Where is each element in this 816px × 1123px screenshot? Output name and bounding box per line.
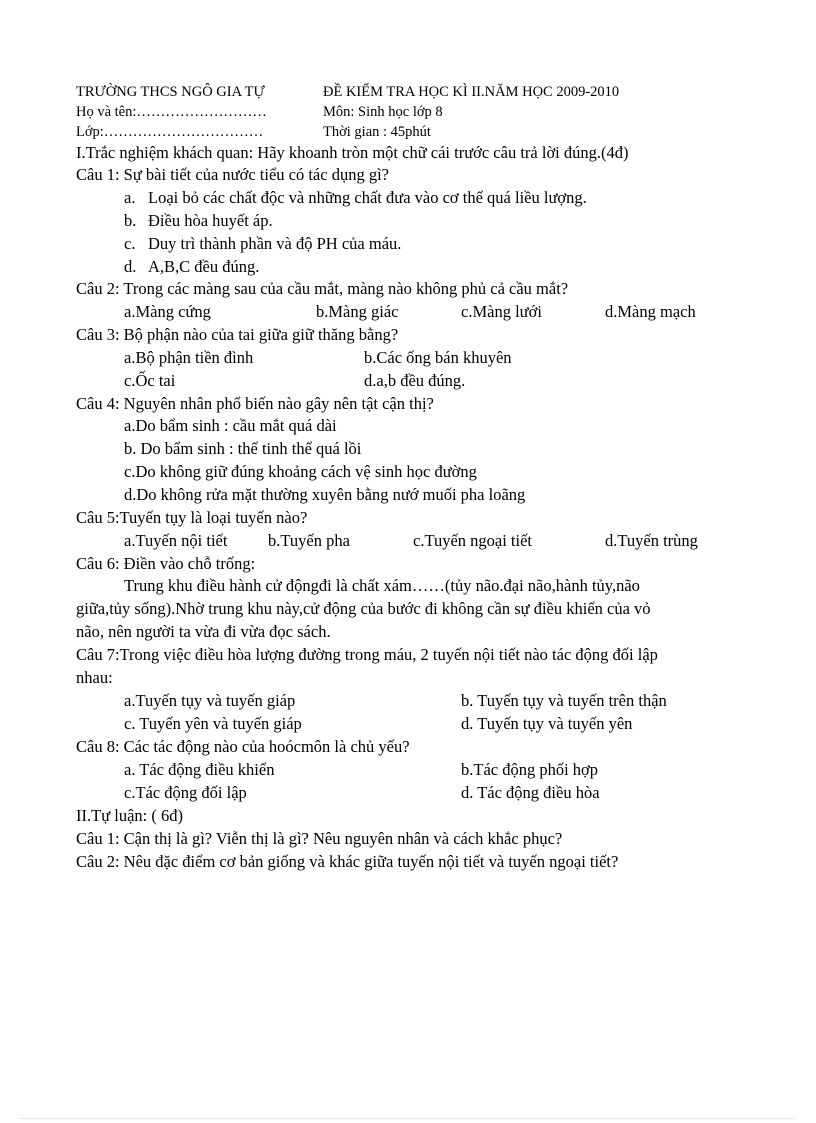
q6-paragraph-line-2: giữa,tủy sống).Nhờ trung khu này,cử động của bước đi không cần sự điều khiển của vỏ (76, 599, 651, 618)
part2-title: II.Tự luận: ( 6đ) (76, 806, 183, 825)
q4-question: Câu 4: Nguyên nhân phổ biến nào gây nên tật cận thị? (76, 394, 434, 413)
q7-question-line-2: nhau: (76, 668, 113, 687)
essay-q2: Câu 2: Nêu đặc điểm cơ bản giống và khác giữa tuyến nội tiết và tuyến ngoại tiết? (76, 852, 619, 871)
essay-q1: Câu 1: Cận thị là gì? Viễn thị là gì? Nêu nguyên nhân và cách khắc phục? (76, 829, 563, 848)
part1-title: I.Trắc nghiệm khách quan: Hãy khoanh tròn một chữ cái trước câu trả lời đúng.(4đ) (76, 143, 629, 162)
option-text: Điều hòa huyết áp. (148, 211, 273, 230)
q4-option-c: c.Do không giữ đúng khoảng cách vệ sinh học đường (124, 462, 477, 481)
q6-paragraph-line-1: Trung khu điều hành cử độngđi là chất xám……(tủy não.đại não,hành tủy,não (124, 576, 640, 595)
q1-option-a (124, 187, 587, 209)
q6-question: Câu 6: Điền vào chỗ trống: (76, 554, 256, 573)
time-label: Thời gian : 45phút (323, 124, 431, 140)
q7-option-b: b. Tuyến tụy và tuyến trên thận (461, 691, 667, 710)
q5-option-d: d.Tuyến trùng (605, 531, 698, 550)
q7-option-c: c. Tuyến yên và tuyến giáp (124, 714, 302, 733)
q3-question: Câu 3: Bộ phận nào của tai giữa giữ thăng bằng? (76, 325, 399, 344)
q5-option-a: a.Tuyến nội tiết (124, 531, 228, 550)
q1-option-c (124, 233, 401, 255)
q2-option-b: b.Màng giác (316, 302, 399, 321)
q3-option-a: a.Bộ phận tiền đình (124, 348, 254, 367)
q1-question: Câu 1: Sự bài tiết của nước tiểu có tác dụng gì? (76, 165, 389, 184)
q3-option-b: b.Các ống bán khuyên (364, 348, 512, 367)
school-name: TRƯỜNG THCS NGÔ GIA TỰ (76, 84, 265, 100)
q3-option-c: c.Ốc tai (124, 371, 176, 390)
q2-option-d: d.Màng mạch (605, 302, 696, 321)
q5-option-c: c.Tuyến ngoại tiết (413, 531, 533, 550)
option-mark: c. (124, 234, 136, 253)
subject-label: Môn: Sinh học lớp 8 (323, 104, 443, 120)
q3-option-d: d.a,b đều đúng. (364, 371, 466, 390)
option-mark: b. (124, 211, 137, 230)
option-text: A,B,C đều đúng. (148, 257, 260, 276)
option-text: Duy trì thành phần và độ PH của máu. (148, 234, 402, 253)
option-mark: a. (124, 188, 136, 207)
exam-title: ĐỀ KIỂM TRA HỌC KÌ II.NĂM HỌC 2009-2010 (323, 84, 620, 100)
q1-option-b (124, 210, 273, 232)
q4-option-b: b. Do bẩm sinh : thể tinh thể quá lồi (124, 439, 362, 458)
q2-option-c: c.Màng lưới (461, 302, 542, 321)
q5-option-b: b.Tuyến pha (268, 531, 350, 550)
option-mark: d. (124, 257, 137, 276)
q4-option-d: d.Do không rửa mặt thường xuyên bằng nướ muối pha loãng (124, 485, 526, 504)
student-name-label: Họ và tên:……………………… (76, 104, 267, 120)
q8-option-a: a. Tác động điều khiển (124, 760, 275, 779)
q8-option-c: c.Tác động đối lập (124, 783, 247, 802)
q6-paragraph-line-3: não, nên người ta vừa đi vừa đọc sách. (76, 622, 331, 641)
q1-option-d (124, 256, 259, 278)
q5-question: Câu 5:Tuyến tụy là loại tuyến nào? (76, 508, 308, 527)
page-bottom-divider (20, 1118, 796, 1119)
q8-question: Câu 8: Các tác động nào của hoócmôn là chủ yếu? (76, 737, 410, 756)
q2-option-a: a.Màng cứng (124, 302, 211, 321)
q8-option-b: b.Tác động phối hợp (461, 760, 599, 779)
q2-question: Câu 2: Trong các màng sau của cầu mắt, màng nào không phủ cả cầu mắt? (76, 279, 569, 298)
q7-option-d: d. Tuyến tụy và tuyến yên (461, 714, 633, 733)
q8-option-d: d. Tác động điều hòa (461, 783, 600, 802)
class-label: Lớp:…………………………… (76, 124, 264, 140)
option-text: Loại bỏ các chất độc và những chất đưa vào cơ thể quá liều lượng. (148, 188, 587, 207)
q4-option-a: a.Do bẩm sinh : cầu mắt quá dài (124, 416, 337, 435)
q7-question-line-1: Câu 7:Trong việc điều hòa lượng đường trong máu, 2 tuyến nội tiết nào tác động đối lập (76, 645, 658, 664)
q7-option-a: a.Tuyến tụy và tuyến giáp (124, 691, 296, 710)
